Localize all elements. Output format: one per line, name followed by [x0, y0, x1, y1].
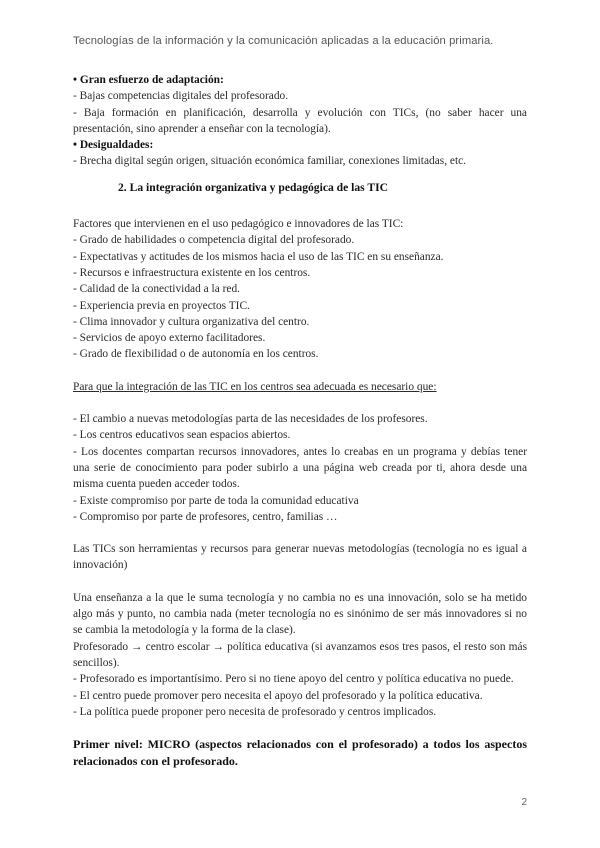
list-item: - Expectativas y actitudes de los mismos hacia el uso de las TIC en su enseñanza. [73, 250, 444, 263]
text-line: - La política puede proponer pero necesita de profesorado y centros implicados. [73, 705, 437, 718]
text-line: - Profesorado es importantísimo. Pero si no tiene apoyo del centro y política educativa no puede. [73, 673, 514, 686]
list-item: - Experiencia previa en proyectos TIC. [73, 299, 250, 312]
list-item: - Grado de flexibilidad o de autonomía en los centros. [73, 348, 319, 361]
levels-paragraph: Profesorado → centro escolar → política educativa (si avanzamos esos tres pasos, el resto son más sencillos). [73, 640, 527, 669]
page-number: 2 [521, 797, 527, 808]
heading-adaptation: • Gran esfuerzo de adaptación: [73, 74, 224, 86]
list-item: - Calidad de la conectividad a la red. [73, 283, 240, 296]
list-item: - Existe compromiso por parte de toda la comunidad educativa [73, 494, 359, 507]
factors-intro: Factores que intervienen en el uso pedagógico e innovadores de las TIC: [73, 218, 404, 231]
list-item: - Los centros educativos sean espacios abiertos. [73, 429, 291, 442]
text-line: - El centro puede promover pero necesita el apoyo del profesorado y la política educativa. [73, 689, 483, 702]
list-item: - Recursos e infraestructura existente en los centros. [73, 266, 311, 279]
text-line: - Bajas competencias digitales del profesorado. [73, 90, 289, 103]
micro-level-heading: Primer nivel: MICRO (aspectos relacionados con el profesorado) a todos los aspectos relacionados con el profesorado. [73, 737, 527, 769]
section-2-title: 2. La integración organizativa y pedagógica de las TIC [118, 180, 388, 194]
tics-paragraph: Las TICs son herramientas y recursos para generar nuevas metodologías (tecnología no es igual a innovación) [73, 543, 527, 572]
heading-inequalities: • Desigualdades: [73, 139, 154, 152]
page-content [73, 72, 527, 770]
text-line: - Baja formación en planificación, desarrolla y evolución con TICs, (no saber hacer una presentación, sino aprender a enseñar con la tecnología). [73, 106, 527, 135]
integration-intro: Para que la integración de las TIC en los centros sea adecuada es necesario que: [73, 380, 437, 393]
list-item: - Grado de habilidades o competencia digital del profesorado. [73, 234, 355, 247]
text-line: - Brecha digital según origen, situación económica familiar, conexiones limitadas, etc. [73, 155, 467, 168]
list-item: - Compromiso por parte de profesores, centro, familias … [73, 510, 338, 523]
innovation-paragraph: Una enseñanza a la que le suma tecnología y no cambia no es una innovación, solo se ha metido algo más y punto, no cambia nada (meter tecnología no es sinónimo de ser más innovadores si no se cambia la metodología y la forma de la clase). [73, 591, 527, 637]
running-header: Tecnologías de la información y la comunicación aplicadas a la educación primaria. [73, 35, 494, 47]
list-item: - Clima innovador y cultura organizativa del centro. [73, 315, 310, 328]
list-item: - El cambio a nuevas metodologías parta de las necesidades de los profesores. [73, 413, 428, 426]
list-item: - Servicios de apoyo externo facilitadores. [73, 332, 266, 345]
list-item: - Los docentes compartan recursos innovadores, antes lo creabas en un programa y debías tener una serie de conocimiento para poder subirlo a una página web creada por ti, ahora desde una misma cuenta pueden acceder todos. [73, 445, 527, 491]
